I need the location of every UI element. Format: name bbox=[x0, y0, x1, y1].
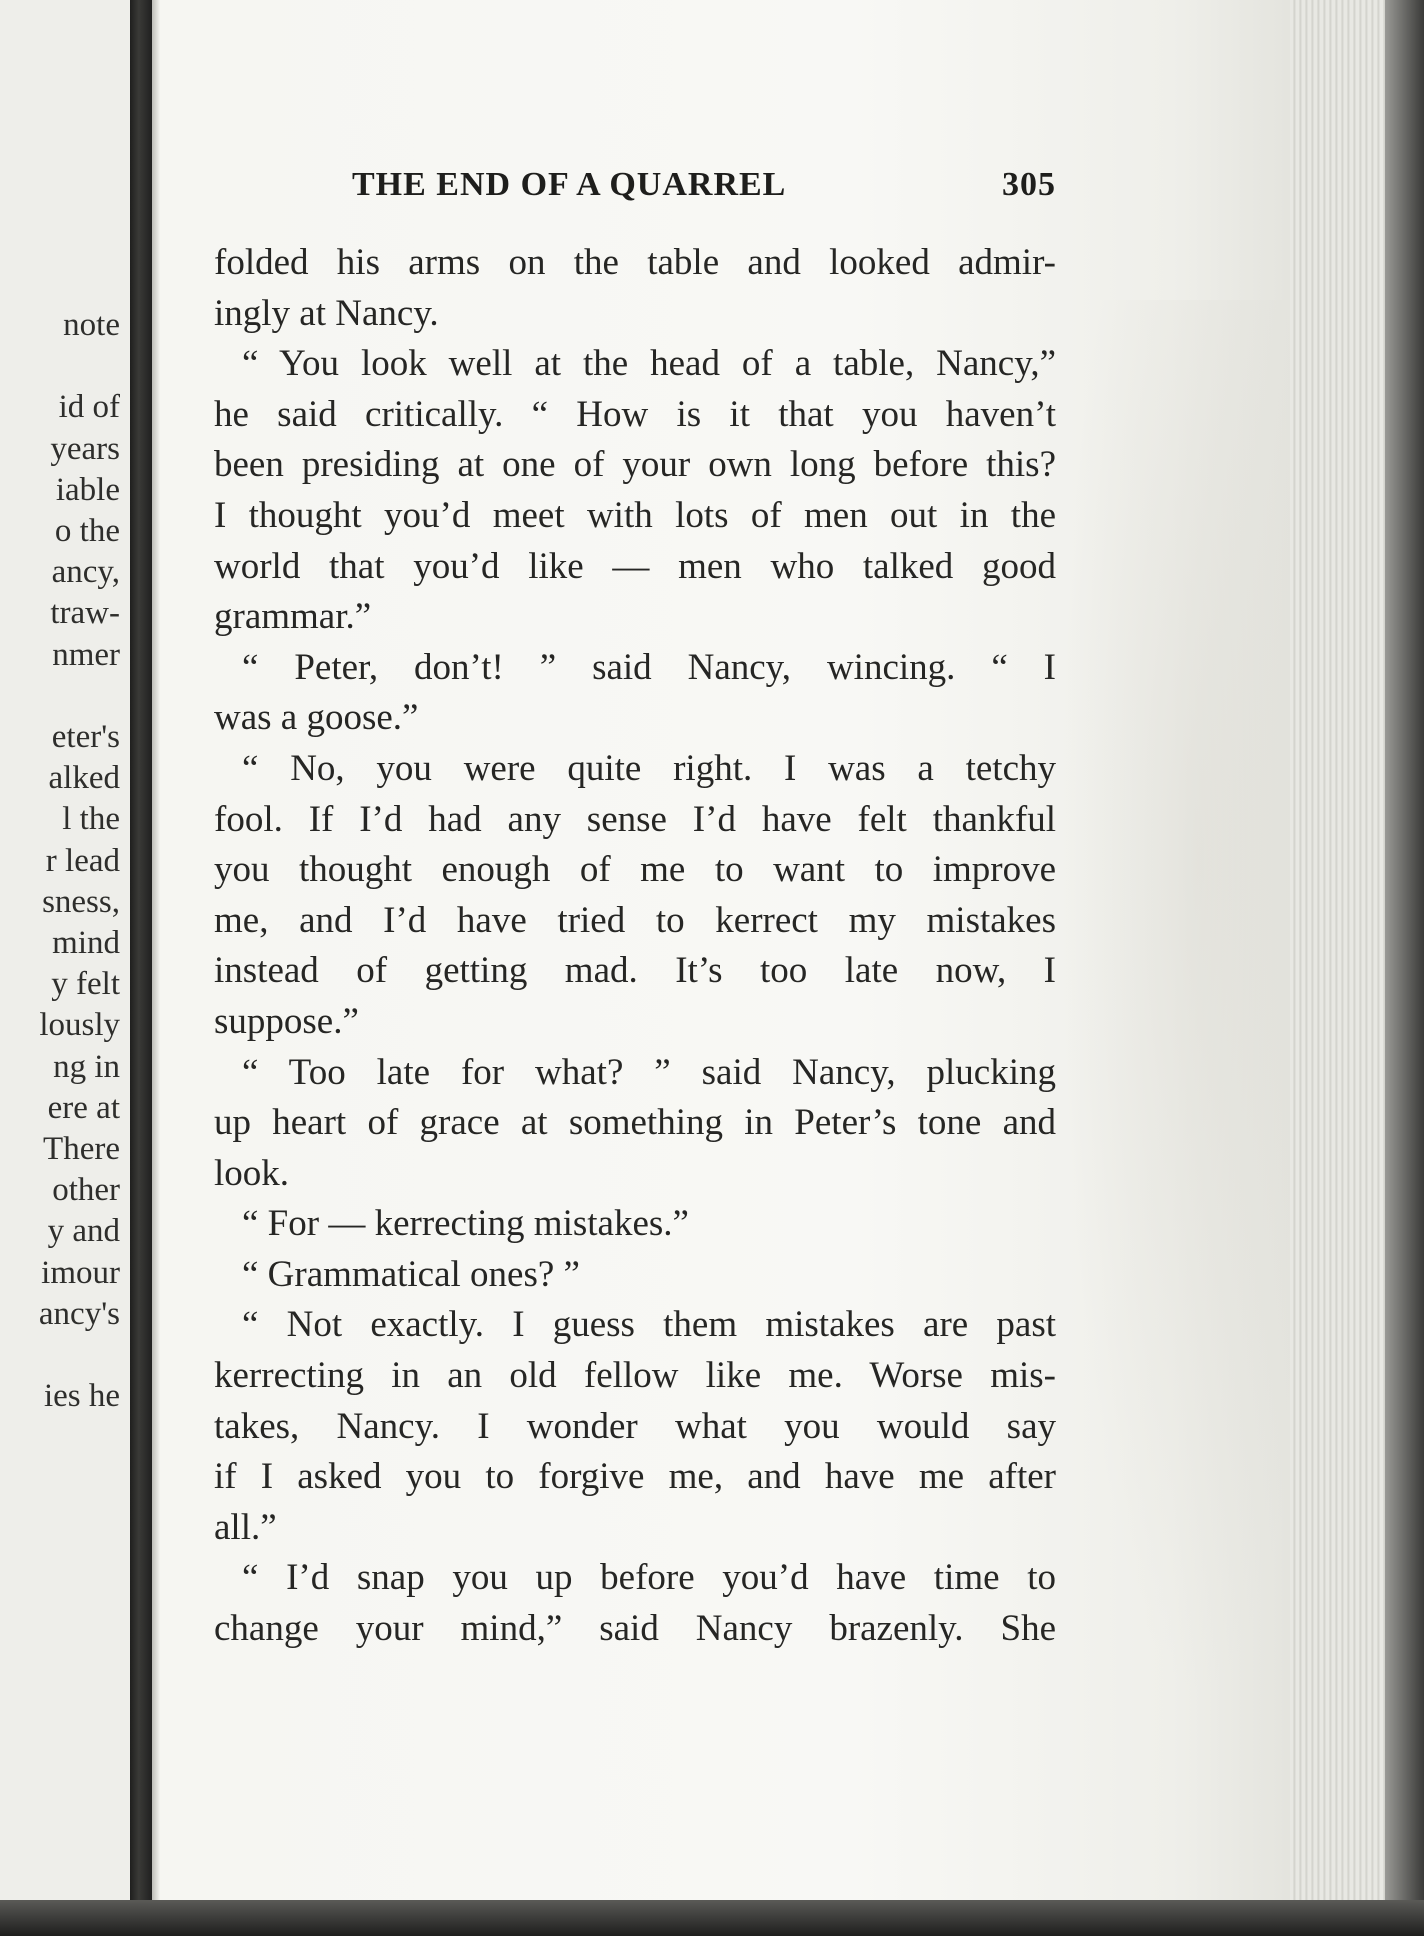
text-line: was a goose.” bbox=[214, 697, 419, 739]
running-header bbox=[352, 166, 1056, 210]
facing-page-fragment: years bbox=[50, 430, 120, 467]
text-line: I thought you’d meet with lots of men out in the bbox=[214, 494, 1056, 536]
text-line: “ For — kerrecting mistakes.” bbox=[242, 1203, 689, 1245]
text-line: if I asked you to forgive me, and have me after bbox=[214, 1456, 1056, 1498]
facing-page-fragment: note bbox=[63, 307, 120, 343]
facing-page-fragment: eter's bbox=[51, 719, 120, 755]
facing-page-fragment: l the bbox=[62, 801, 120, 838]
text-line: he said critically. “ How is it that you haven’t bbox=[214, 393, 1056, 435]
text-line: “ Not exactly. I guess them mistakes are past bbox=[242, 1304, 1056, 1346]
text-line: instead of getting mad. It’s too late now, I bbox=[214, 950, 1056, 992]
page-number: 305 bbox=[1002, 166, 1056, 203]
page-stain bbox=[1060, 300, 1290, 1700]
facing-page-fragment: nmer bbox=[52, 636, 120, 673]
facing-page-fragment: alked bbox=[48, 760, 120, 797]
text-line: look. bbox=[214, 1152, 290, 1194]
facing-page-fragment: iable bbox=[55, 471, 120, 508]
text-line: folded his arms on the table and looked admir- bbox=[214, 242, 1056, 283]
text-line: grammar.” bbox=[214, 596, 372, 638]
text-line: all.” bbox=[214, 1506, 277, 1548]
facing-page-fragment: y and bbox=[47, 1213, 120, 1250]
book-gutter bbox=[130, 0, 152, 1936]
text-line: “ Peter, don’t! ” said Nancy, wincing. “ I bbox=[242, 646, 1056, 688]
text-line: fool. If I’d had any sense I’d have felt thankful bbox=[214, 798, 1056, 840]
body-text bbox=[214, 238, 1056, 1655]
text-line: “ No, you were quite right. I was a tetchy bbox=[242, 747, 1056, 789]
text-line: kerrecting in an old fellow like me. Worse mis- bbox=[214, 1355, 1056, 1397]
text-line: “ You look well at the head of a table, Nancy,” bbox=[242, 343, 1056, 385]
facing-page-fragment: id of bbox=[58, 389, 120, 426]
text-line: been presiding at one of your own long before this? bbox=[214, 444, 1056, 486]
page-edges bbox=[1290, 0, 1385, 1920]
text-line: “ I’d snap you up before you’d have time to bbox=[242, 1557, 1056, 1599]
facing-page-fragment: sness, bbox=[42, 883, 120, 920]
facing-page-fragment: o the bbox=[54, 513, 120, 549]
text-line: world that you’d like — men who talked good bbox=[214, 545, 1056, 587]
facing-page-fragment: y felt bbox=[51, 966, 120, 1003]
text-line: ingly at Nancy. bbox=[214, 292, 439, 334]
running-head-title: THE END OF A QUARREL bbox=[352, 166, 787, 203]
facing-page-fragment: imour bbox=[41, 1254, 120, 1291]
facing-page-fragment: There bbox=[43, 1131, 120, 1167]
facing-page-fragment: ies he bbox=[43, 1378, 120, 1415]
right-shadow bbox=[1385, 0, 1424, 1936]
text-line: up heart of grace at something in Peter’s tone and bbox=[214, 1102, 1056, 1144]
text-line: change your mind,” said Nancy brazenly. She bbox=[214, 1608, 1056, 1650]
gutter-highlight bbox=[152, 0, 160, 1936]
facing-page-fragment: ancy's bbox=[38, 1295, 120, 1332]
text-line: suppose.” bbox=[214, 1000, 359, 1042]
text-line: takes, Nancy. I wonder what you would say bbox=[214, 1405, 1056, 1447]
facing-page-fragment: mind bbox=[52, 925, 120, 961]
text-line: you thought enough of me to want to improve bbox=[214, 849, 1056, 891]
bottom-shadow bbox=[0, 1900, 1424, 1936]
text-line: “ Grammatical ones? ” bbox=[242, 1253, 580, 1295]
facing-page-fragment: lously bbox=[39, 1007, 120, 1044]
facing-page-fragment: r lead bbox=[45, 842, 120, 879]
facing-page bbox=[0, 0, 130, 1936]
facing-page-fragment: traw- bbox=[50, 595, 120, 632]
facing-page-fragment: ancy, bbox=[51, 554, 120, 591]
facing-page-fragment: ere at bbox=[47, 1089, 120, 1126]
facing-page-fragment: other bbox=[52, 1172, 120, 1209]
facing-page-fragment: ng in bbox=[53, 1048, 120, 1085]
text-line: me, and I’d have tried to kerrect my mistakes bbox=[214, 899, 1056, 941]
text-line: “ Too late for what? ” said Nancy, plucking bbox=[242, 1051, 1056, 1093]
